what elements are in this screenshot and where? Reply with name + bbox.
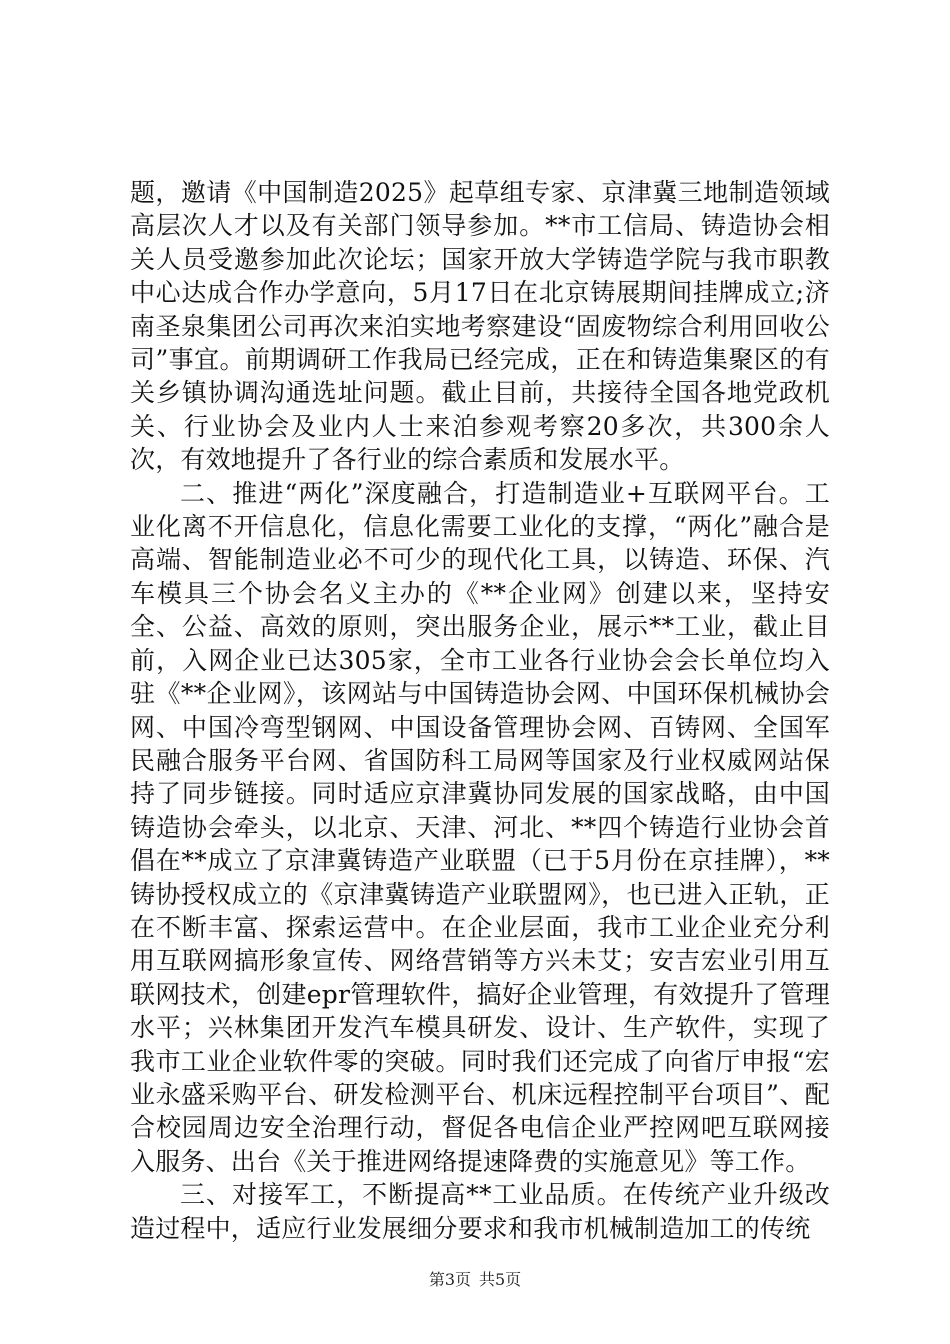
paragraph-2: 二、推进“两化”深度融合，打造制造业+互联网平台。工业化离不开信息化，信息化需要工业化的支撑，“两化”融合是高端、智能制造业必不可少的现代化工具，以铸造、环保、汽车模具三个协会名义主办的《**企业网》创建以来，坚持安全、公益、高效的原则，突出服务企业，展示**工业，截止目前，入网企业已达305家，全市工业各行业协会会长单位均入驻《**企业网》，该网站与中国铸造协会网、中国环保机械协会网、中国冷弯型钢网、中国设备管理协会网、百铸网、全国军民融合服务平台网、省国防科工局网等国家及行业权威网站保持了同步链接。同时适应京津冀协同发展的国家战略，由中国铸造协会牵头，以北京、天津、河北、**四个铸造行业协会首倡在**成立了京津冀铸造产业联盟（已于5月份在京挂牌），**铸协授权成立的《京津冀铸造产业联盟网》，也已进入正轨，正在不断丰富、探索运营中。在企业层面，我市工业企业充分利用互联网搞形象宣传、网络营销等方兴未艾；安吉宏业引用互联网技术，创建epr管理软件，搞好企业管理，有效提升了管理水平；兴林集团开发汽车模具研发、设计、生产软件，实现了我市工业企业软件零的突破。同时我们还完成了向省厅申报“宏业永盛采购平台、研发检测平台、机床远程控制平台项目”、配合校园周边安全治理行动，督促各电信企业严控网吧互联网接入服务、出台《关于推进网络提速降费的实施意见》等工作。 (130, 478, 830, 1176)
page-total: 共5页 (479, 1270, 522, 1289)
paragraph-1: 题，邀请《中国制造2025》起草组专家、京津冀三地制造领域高层次人才以及有关部门领导参加。**市工信局、铸造协会相关人员受邀参加此次论坛；国家开放大学铸造学院与我市职教中心达成合作办学意向，5月17日在北京铸展期间挂牌成立;济南圣泉集团公司再次来泊实地考察建设“固废物综合利用回收公司”事宜。前期调研工作我局已经完成，正在和铸造集聚区的有关乡镇协调沟通选址问题。截止目前，共接待全国各地党政机关、行业协会及业内人士来泊参观考察20多次，共300余人次，有效地提升了各行业的综合素质和发展水平。 (130, 178, 830, 475)
page-number: 第3页 (428, 1270, 471, 1289)
page-footer (0, 1270, 950, 1290)
document-body (130, 176, 830, 1245)
paragraph-3: 三、对接军工，不断提高**工业品质。在传统产业升级改造过程中，适应行业发展细分要求和我市机械制造加工的传统 (130, 1180, 830, 1243)
